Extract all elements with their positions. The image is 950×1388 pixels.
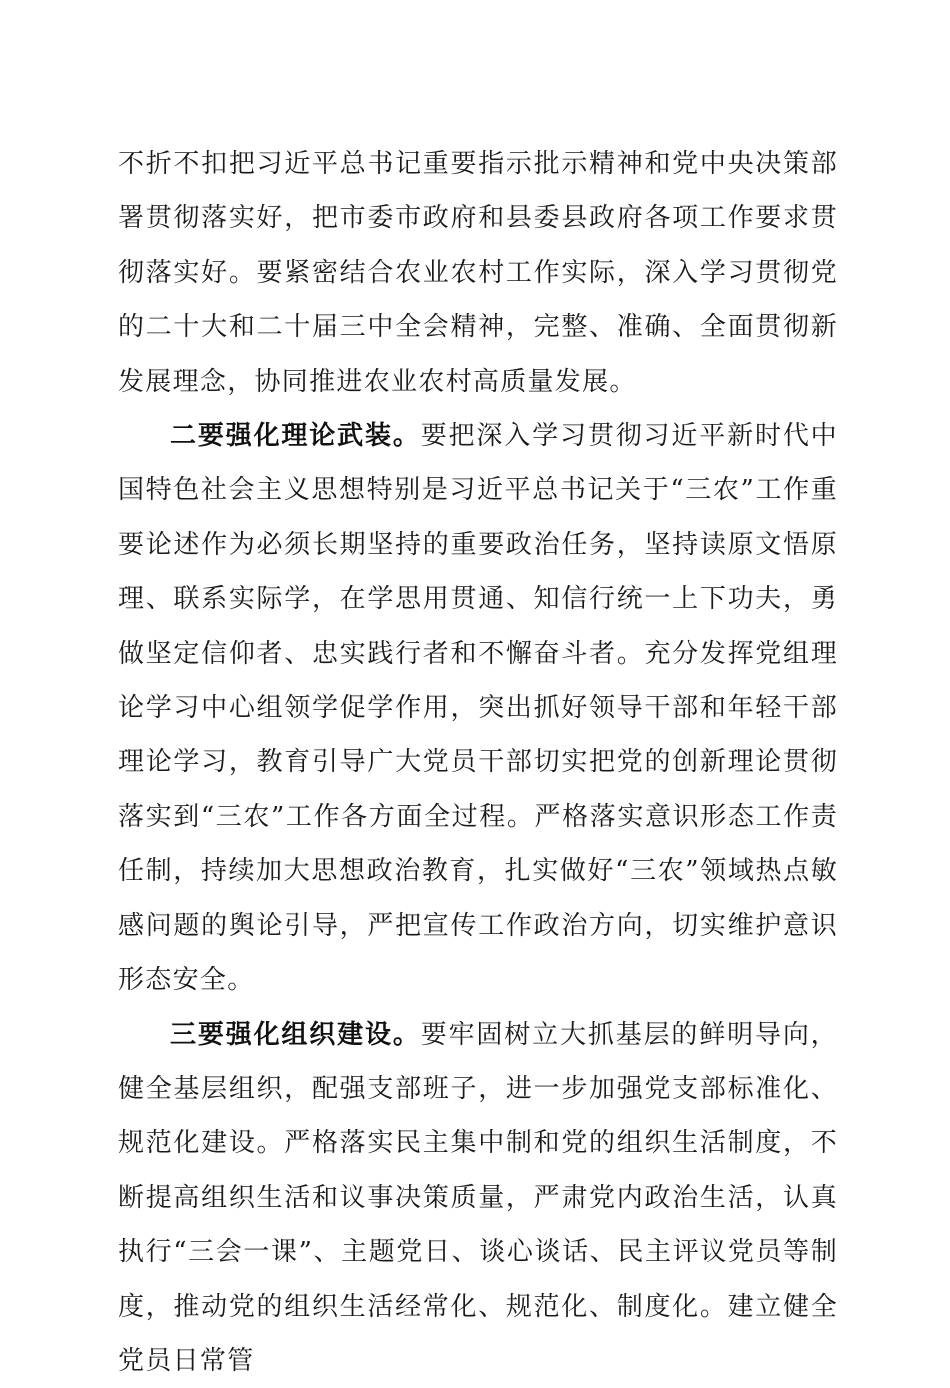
paragraph-text: 要把深入学习贯彻习近平新时代中国特色社会主义思想特别是习近平总书记关于“三农”工作重要论述作为必须长期坚持的重要政治任务，坚持读原文悟原理、联系实际学，在学思用贯通、知信行统一上下功夫，勇做坚定信仰者、忠实践行者和不懈奋斗者。充分发挥党组理论学习中心组领学促学作用，突出抓好领导干部和年轻干部理论学习，教育引导广大党员干部切实把党的创新理论贯彻落实到“三农”工作各方面全过程。严格落实意识形态工作责任制，持续加大思想政治教育，扎实做好“三农”领域热点敏感问题的舆论引导，严把宣传工作政治方向，切实维护意识形态安全。	[118, 421, 838, 995]
paragraph-text: 要牢固树立大抓基层的鲜明导向，健全基层组织，配强支部班子，进一步加强党支部标准化、规范化建设。严格落实民主集中制和党的组织生活制度，不断提高组织生活和议事决策质量，严肃党内政治生活，认真执行“三会一课”、主题党日、谈心谈话、民主评议党员等制度，推动党的组织生活经常化、规范化、制度化。建立健全党员日常管	[118, 1020, 838, 1376]
paragraph-heading: 二要强化理论武装。	[170, 421, 421, 451]
paragraph-continuation	[118, 137, 838, 409]
document-body	[118, 137, 838, 1388]
paragraph-theory-armament	[118, 409, 838, 1007]
paragraph-heading: 三要强化组织建设。	[170, 1020, 421, 1050]
paragraph-organization-building	[118, 1008, 838, 1388]
paragraph-text: 不折不扣把习近平总书记重要指示批示精神和党中央决策部署贯彻落实好，把市委市政府和县委县政府各项工作要求贯彻落实好。要紧密结合农业农村工作实际，深入学习贯彻党的二十大和二十届三中全会精神，完整、准确、全面贯彻新发展理念，协同推进农业农村高质量发展。	[118, 149, 838, 397]
